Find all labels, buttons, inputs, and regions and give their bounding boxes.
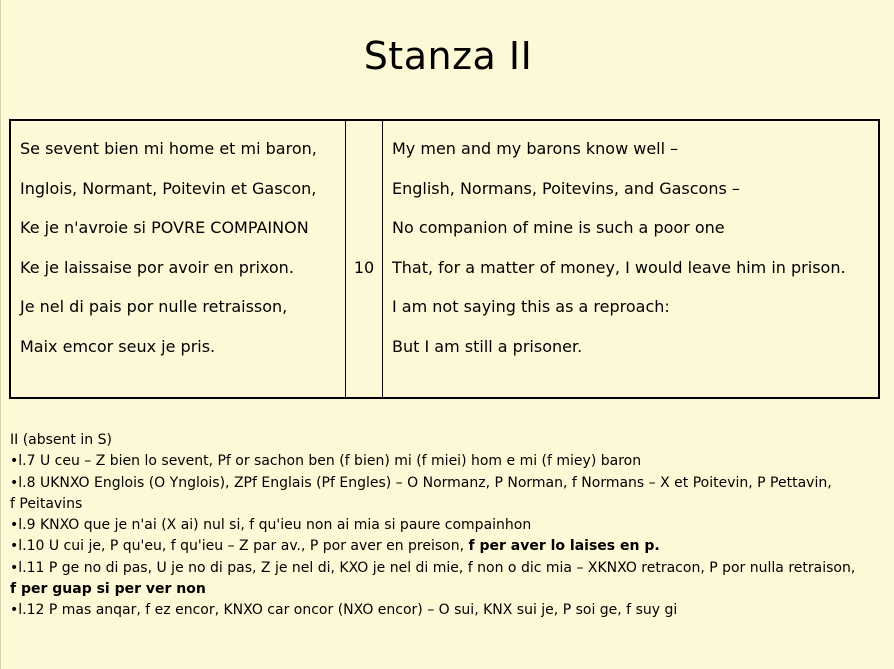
- page-title: Stanza II: [363, 34, 533, 78]
- old-french-line: Inglois, Normant, Poitevin et Gascon,: [20, 178, 317, 198]
- old-french-line: Ke je n'avroie si POVRE COMPAINON: [20, 218, 309, 237]
- note-line-11: •l.11 P ge no di pas, U je no di pas, Z je nel di, KXO je nel di mie, f non o dic mia – XKNXO retracon, P por nulla retraison,: [10, 559, 856, 576]
- line-number: [346, 141, 382, 181]
- old-french-line: Se sevent bien mi home et mi baron,: [20, 139, 317, 158]
- english-line: I am not saying this as a reproach:: [392, 297, 670, 316]
- note-line-10: [10, 536, 880, 557]
- english-line: No companion of mine is such a poor one: [392, 218, 725, 237]
- english-line: English, Normans, Poitevins, and Gascons –: [392, 178, 740, 198]
- old-french-line: Je nel di pais por nulle retraisson,: [20, 297, 288, 316]
- variant-notes: [10, 430, 880, 622]
- note-line-8-cont: f Peitavins: [10, 495, 83, 512]
- note-line-7: •l.7 U ceu – Z bien lo sevent, Pf or sachon ben (f bien) mi (f miei) hom e mi (f miey) baron: [10, 453, 642, 470]
- line-number-column: [346, 120, 383, 398]
- line-number: 10: [353, 257, 375, 277]
- english-line: My men and my barons know well –: [392, 139, 679, 158]
- line-number: [346, 339, 382, 379]
- line-number: [346, 181, 382, 221]
- line-number: [346, 220, 382, 260]
- note-line-11-bold: f per guap si per ver non: [10, 581, 206, 598]
- english-line: But I am still a prisoner.: [392, 336, 583, 356]
- line-number: [346, 299, 382, 339]
- notes-header: II (absent in S): [10, 432, 112, 448]
- note-line-10-text: •l.10 U cui je, P qu'eu, f qu'ieu – Z par av., P por aver en preison,: [10, 538, 469, 555]
- note-line-12: •l.12 P mas anqar, f ez encor, KNXO car oncor (NXO encor) – O sui, KNX sui je, P soi ge, f suy gi: [10, 602, 678, 619]
- old-french-line: Maix emcor seux je pris.: [20, 336, 216, 356]
- english-column: [383, 120, 880, 398]
- note-line-10-bold: f per aver lo laises en p.: [468, 538, 660, 555]
- note-line-9: •l.9 KNXO que je n'ai (X ai) nul si, f qu'ieu non ai mia si paure compainhon: [10, 517, 532, 534]
- note-line-8: •l.8 UKNXO Englois (O Ynglois), ZPf Englais (Pf Engles) – O Normanz, P Norman, f Normans – X et Poitevin, P Pettavin,: [10, 474, 832, 491]
- old-french-column: [10, 120, 346, 398]
- english-line: That, for a matter of money, I would leave him in prison.: [392, 257, 846, 277]
- stanza-table: [9, 119, 880, 399]
- old-french-line: Ke je laissaise por avoir en prixon.: [20, 257, 294, 277]
